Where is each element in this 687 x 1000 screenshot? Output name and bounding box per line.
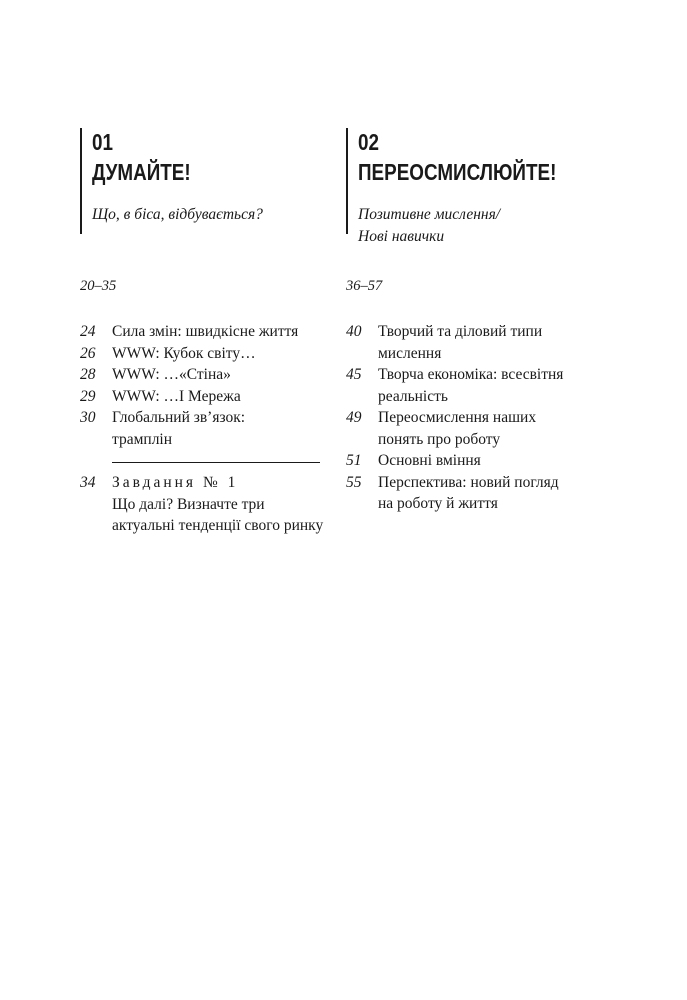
chapter-header — [346, 128, 596, 245]
vertical-rule — [80, 128, 82, 234]
entry-page: 28 — [80, 366, 96, 383]
toc-entry[interactable] — [80, 386, 340, 408]
toc-entry[interactable] — [80, 343, 340, 365]
entry-page: 30 — [80, 409, 96, 426]
toc-entry[interactable] — [80, 407, 340, 450]
entry-page: 55 — [346, 473, 362, 491]
entry-page: 26 — [80, 344, 96, 362]
entry-page: 49 — [346, 409, 362, 426]
chapter-title: ДУМАЙТЕ! — [92, 159, 191, 185]
toc-entry[interactable] — [346, 407, 606, 450]
entry-text: Перспектива: новий погляд на роботу й життя — [378, 473, 559, 512]
entry-text: Сила змін: швидкісне життя — [112, 323, 299, 340]
entry-text: WWW: Кубок світу… — [112, 344, 256, 362]
entry-text: WWW: …«Стіна» — [112, 366, 231, 383]
entry-text: Глобальний зв’язок: трамплін — [112, 409, 246, 448]
subtitle-line: Нові навички — [358, 228, 445, 245]
chapter-title: ПЕРЕОСМИСЛЮЙТЕ! — [358, 159, 557, 185]
page-range: 36–57 — [346, 278, 383, 294]
chapter-number: 01 — [92, 129, 113, 155]
task-page: 34 — [80, 474, 96, 491]
entry-page: 29 — [80, 387, 96, 405]
entry-text: Переосмислення наших понять про роботу — [378, 409, 537, 448]
horizontal-rule — [112, 462, 320, 463]
subtitle-line: Що, в біса, відбувається? — [92, 206, 263, 223]
toc-entry[interactable] — [346, 321, 606, 364]
toc-entry[interactable] — [80, 321, 340, 343]
entry-text: Творча економіка: всесвітня реальність — [378, 366, 564, 405]
toc-entries — [346, 321, 606, 515]
vertical-rule — [346, 128, 348, 234]
toc-entries — [80, 321, 340, 450]
toc-entry[interactable] — [346, 472, 606, 515]
entry-page: 51 — [346, 452, 362, 469]
entry-text: Творчий та діловий типи мислення — [378, 323, 543, 362]
subtitle-line: Позитивне мислення/ — [358, 206, 501, 223]
chapter-subtitle — [92, 204, 330, 226]
task-entry[interactable] — [80, 472, 340, 537]
entry-text: WWW: …І Мережа — [112, 387, 241, 405]
chapter-02 — [346, 128, 596, 512]
chapter-01 — [80, 128, 330, 534]
entry-page: 45 — [346, 366, 362, 383]
page-range: 20–35 — [80, 278, 117, 294]
toc-entry[interactable] — [346, 450, 606, 472]
task-text: Завдання № 1 Що далі? Визначте три актуальні тенденції свого ринку — [112, 474, 324, 534]
chapter-header — [80, 128, 330, 234]
toc-entry[interactable] — [346, 364, 606, 407]
task-heading: Завдання № 1 — [112, 474, 239, 491]
entry-text: Основні вміння — [378, 452, 481, 469]
toc-entry[interactable] — [80, 364, 340, 386]
chapter-number: 02 — [358, 129, 379, 155]
chapter-subtitle — [358, 204, 596, 248]
entry-page: 40 — [346, 323, 362, 340]
entry-page: 24 — [80, 323, 96, 340]
